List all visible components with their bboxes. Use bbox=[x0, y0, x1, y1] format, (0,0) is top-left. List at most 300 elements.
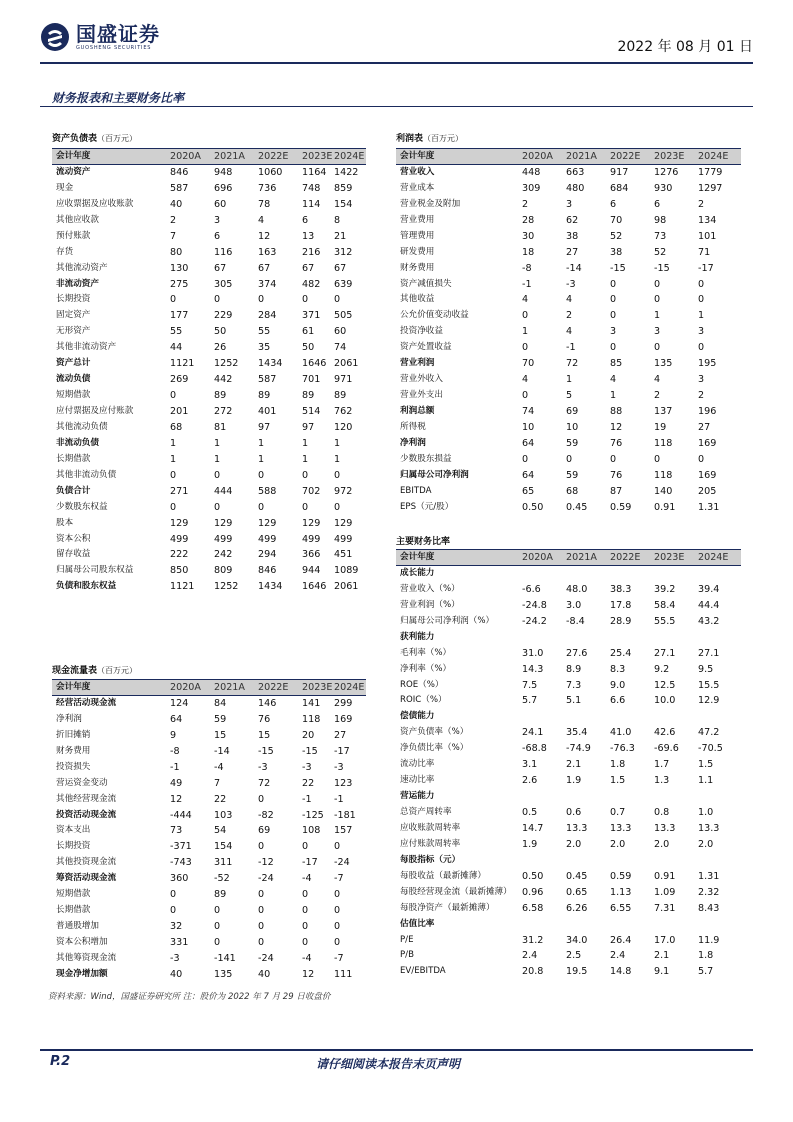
value-cell: 846 bbox=[258, 565, 277, 577]
value-cell bbox=[610, 852, 654, 868]
value-cell: 1.7 bbox=[654, 759, 670, 771]
value-cell: 2.0 bbox=[610, 838, 626, 850]
header-year-cell: 2021A bbox=[214, 680, 258, 696]
value-cell: 129 bbox=[214, 517, 233, 529]
header-year-cell: 2023E bbox=[302, 680, 334, 696]
table-row bbox=[396, 451, 741, 467]
header-year-cell: 2024E bbox=[698, 550, 741, 566]
row-label: 每股指标（元） bbox=[400, 854, 461, 865]
ratios-table bbox=[396, 549, 741, 980]
value-cell bbox=[566, 566, 610, 582]
value-cell: 0 bbox=[334, 841, 341, 853]
row-label: 归属母公司净利润 bbox=[400, 469, 469, 480]
value-cell: 0.91 bbox=[654, 870, 676, 882]
value-cell: 0 bbox=[610, 278, 617, 290]
value-cell: 32 bbox=[170, 921, 183, 933]
value-cell: 2061 bbox=[334, 358, 359, 370]
table-row bbox=[52, 324, 366, 340]
row-label: EV/EBITDA bbox=[400, 966, 446, 977]
row-label: 应收票据及应收账款 bbox=[56, 198, 134, 209]
value-cell: 480 bbox=[566, 182, 585, 194]
value-cell: 31.2 bbox=[522, 934, 544, 946]
value-cell: 2 bbox=[698, 390, 705, 402]
table-row bbox=[396, 324, 741, 340]
table-row bbox=[52, 839, 366, 855]
value-cell: 17.8 bbox=[610, 599, 632, 611]
value-cell: 35.4 bbox=[566, 727, 588, 739]
value-cell: 299 bbox=[334, 698, 353, 710]
value-cell: 101 bbox=[698, 230, 717, 242]
value-cell: 97 bbox=[302, 421, 315, 433]
row-label: P/B bbox=[400, 950, 414, 961]
value-cell: 1.8 bbox=[610, 759, 626, 771]
value-cell: 639 bbox=[334, 278, 353, 290]
value-cell: 442 bbox=[214, 374, 233, 386]
value-cell: 15.5 bbox=[698, 679, 720, 691]
row-label: 营业成本 bbox=[400, 182, 435, 193]
value-cell bbox=[566, 852, 610, 868]
table-row bbox=[52, 499, 366, 515]
value-cell: 1252 bbox=[214, 358, 239, 370]
value-cell: 13.3 bbox=[654, 822, 676, 834]
value-cell bbox=[522, 852, 566, 868]
value-cell: 70 bbox=[610, 214, 623, 226]
value-cell: 124 bbox=[170, 698, 189, 710]
value-cell: 26 bbox=[214, 342, 227, 354]
value-cell: 6.6 bbox=[610, 695, 626, 707]
value-cell: 60 bbox=[214, 198, 227, 210]
value-cell: 3.0 bbox=[566, 599, 582, 611]
value-cell: 73 bbox=[654, 230, 667, 242]
value-cell: 118 bbox=[302, 713, 321, 725]
value-cell: 1434 bbox=[258, 358, 283, 370]
value-cell bbox=[698, 916, 741, 932]
row-label: 所得税 bbox=[400, 421, 426, 432]
page-header bbox=[40, 22, 753, 64]
value-cell: 0.5 bbox=[522, 807, 538, 819]
value-cell: 4 bbox=[654, 374, 661, 386]
value-cell: 5.7 bbox=[522, 695, 538, 707]
row-label: 非流动负债 bbox=[56, 437, 99, 448]
value-cell: 19 bbox=[654, 421, 667, 433]
value-cell: 0 bbox=[610, 342, 617, 354]
value-cell: -17 bbox=[334, 745, 350, 757]
value-cell: 74 bbox=[522, 406, 535, 418]
table-row bbox=[396, 180, 741, 196]
row-label: 营业外收入 bbox=[400, 374, 443, 385]
value-cell bbox=[610, 916, 654, 932]
value-cell: 1.5 bbox=[698, 759, 714, 771]
row-label: 股本 bbox=[56, 517, 74, 528]
value-cell: 163 bbox=[258, 246, 277, 258]
value-cell: 3 bbox=[698, 374, 705, 386]
value-cell: 702 bbox=[302, 485, 321, 497]
value-cell bbox=[698, 709, 741, 725]
table-row bbox=[52, 855, 366, 871]
value-cell: 177 bbox=[170, 310, 189, 322]
row-label: 应付账款周转率 bbox=[400, 838, 461, 849]
row-label: 毛利率（%） bbox=[400, 647, 452, 658]
value-cell: 5.1 bbox=[566, 695, 582, 707]
value-cell: 76 bbox=[258, 713, 271, 725]
table-row bbox=[396, 693, 741, 709]
value-cell: 1 bbox=[258, 437, 265, 449]
value-cell: 0 bbox=[698, 294, 705, 306]
header-label-cell: 会计年度 bbox=[52, 680, 170, 696]
row-label: 流动比率 bbox=[400, 759, 435, 770]
value-cell: -141 bbox=[214, 952, 236, 964]
value-cell: 444 bbox=[214, 485, 233, 497]
value-cell: -15 bbox=[302, 745, 318, 757]
value-cell: 0 bbox=[654, 342, 661, 354]
value-cell: 971 bbox=[334, 374, 353, 386]
value-cell: 0 bbox=[334, 889, 341, 901]
table-row bbox=[396, 420, 741, 436]
row-label: 获利能力 bbox=[400, 631, 435, 642]
row-label: 资本公积增加 bbox=[56, 937, 108, 948]
value-cell: 21 bbox=[334, 230, 347, 242]
value-cell: 8.3 bbox=[610, 663, 626, 675]
row-label: 无形资产 bbox=[56, 326, 91, 337]
value-cell: -1 bbox=[566, 342, 576, 354]
value-cell: -1 bbox=[522, 278, 532, 290]
value-cell: 134 bbox=[698, 214, 717, 226]
value-cell: -24 bbox=[258, 952, 274, 964]
value-cell: 54 bbox=[214, 825, 227, 837]
table-row bbox=[52, 791, 366, 807]
row-label: 其他投资现金流 bbox=[56, 857, 117, 868]
value-cell: 65 bbox=[522, 485, 535, 497]
table-row bbox=[52, 951, 366, 967]
value-cell: 17.0 bbox=[654, 934, 676, 946]
value-cell: 9 bbox=[170, 729, 177, 741]
header-year-cell: 2021A bbox=[566, 550, 610, 566]
value-cell: 0 bbox=[302, 921, 309, 933]
value-cell: 216 bbox=[302, 246, 321, 258]
value-cell: 118 bbox=[654, 437, 673, 449]
value-cell: -125 bbox=[302, 809, 324, 821]
value-cell: 87 bbox=[610, 485, 623, 497]
value-cell: 27 bbox=[698, 421, 711, 433]
value-cell: 4 bbox=[610, 374, 617, 386]
table-row bbox=[396, 196, 741, 212]
value-cell: 360 bbox=[170, 873, 189, 885]
value-cell: 587 bbox=[258, 374, 277, 386]
income-title bbox=[396, 131, 463, 144]
balance-title-text: 资产负债表 bbox=[52, 134, 98, 144]
value-cell: 14.7 bbox=[522, 822, 544, 834]
table-row bbox=[52, 903, 366, 919]
value-cell: -74.9 bbox=[566, 743, 591, 755]
value-cell: 135 bbox=[654, 358, 673, 370]
value-cell: 1 bbox=[302, 437, 309, 449]
value-cell: 55 bbox=[258, 326, 271, 338]
value-cell: 78 bbox=[258, 198, 271, 210]
value-cell: 98 bbox=[654, 214, 667, 226]
row-label: 管理费用 bbox=[400, 230, 435, 241]
row-label: 普通股增加 bbox=[56, 921, 99, 932]
table-row bbox=[52, 759, 366, 775]
header-year-cell: 2020A bbox=[170, 680, 214, 696]
value-cell: -444 bbox=[170, 809, 192, 821]
value-cell: 0 bbox=[214, 921, 221, 933]
value-cell: 38 bbox=[566, 230, 579, 242]
row-label: 其他收益 bbox=[400, 294, 435, 305]
value-cell: 3 bbox=[610, 326, 617, 338]
value-cell: 944 bbox=[302, 565, 321, 577]
value-cell: 2.0 bbox=[698, 838, 714, 850]
table-row bbox=[396, 292, 741, 308]
value-cell: 701 bbox=[302, 374, 321, 386]
income-unit: （百万元） bbox=[423, 134, 464, 143]
row-label: 其他流动负债 bbox=[56, 421, 108, 432]
table-header-row bbox=[396, 550, 741, 566]
section-title: 财务报表和主要财务比率 bbox=[52, 91, 185, 105]
value-cell: -82 bbox=[258, 809, 274, 821]
table-row bbox=[396, 499, 741, 515]
value-cell: 1060 bbox=[258, 167, 283, 179]
value-cell: 89 bbox=[302, 390, 315, 402]
table-row bbox=[396, 228, 741, 244]
row-label: 营业收入（%） bbox=[400, 583, 460, 594]
value-cell: 72 bbox=[258, 777, 271, 789]
table-header-row bbox=[52, 680, 366, 696]
value-cell: 0 bbox=[334, 501, 341, 513]
cashflow-unit: （百万元） bbox=[97, 666, 138, 675]
row-label: 其他筹资现金流 bbox=[56, 952, 117, 963]
balance-unit: （百万元） bbox=[97, 134, 138, 143]
value-cell: 6 bbox=[302, 214, 309, 226]
row-label: 资本公积 bbox=[56, 533, 91, 544]
row-label: 净利润 bbox=[56, 713, 82, 724]
table-row bbox=[52, 547, 366, 563]
table-row bbox=[52, 292, 366, 308]
table-row bbox=[396, 581, 741, 597]
value-cell bbox=[698, 566, 741, 582]
value-cell: 1089 bbox=[334, 565, 359, 577]
value-cell: 3 bbox=[214, 214, 221, 226]
value-cell: 120 bbox=[334, 421, 353, 433]
value-cell: 67 bbox=[334, 262, 347, 274]
value-cell: 696 bbox=[214, 182, 233, 194]
value-cell: 108 bbox=[302, 825, 321, 837]
value-cell: 748 bbox=[302, 182, 321, 194]
value-cell: 0 bbox=[258, 294, 265, 306]
value-cell: 169 bbox=[334, 713, 353, 725]
row-label: 其他非流动资产 bbox=[56, 342, 117, 353]
logo-en: GUOSHENG SECURITIES bbox=[76, 45, 152, 51]
header-divider bbox=[40, 62, 753, 64]
header-year-cell: 2024E bbox=[698, 149, 741, 165]
value-cell: 14.8 bbox=[610, 966, 632, 978]
value-cell: 25.4 bbox=[610, 647, 632, 659]
row-label: 每股收益（最新摊薄） bbox=[400, 870, 486, 881]
value-cell: 6 bbox=[654, 198, 661, 210]
table-row bbox=[52, 435, 366, 451]
value-cell bbox=[610, 629, 654, 645]
value-cell: 27.6 bbox=[566, 647, 588, 659]
table-row bbox=[52, 807, 366, 823]
value-cell: 930 bbox=[654, 182, 673, 194]
value-cell: 15 bbox=[258, 729, 271, 741]
value-cell: 242 bbox=[214, 549, 233, 561]
value-cell: -70.5 bbox=[698, 743, 723, 755]
row-label: 经营活动现金流 bbox=[56, 698, 117, 709]
value-cell: -181 bbox=[334, 809, 356, 821]
value-cell: 8.43 bbox=[698, 902, 720, 914]
value-cell: -371 bbox=[170, 841, 192, 853]
row-label: 归属母公司净利润（%） bbox=[400, 615, 495, 626]
value-cell: 68 bbox=[170, 421, 183, 433]
value-cell: 2 bbox=[566, 310, 573, 322]
header-year-cell: 2021A bbox=[566, 149, 610, 165]
table-row bbox=[396, 212, 741, 228]
value-cell: 0.59 bbox=[610, 870, 632, 882]
value-cell: 73 bbox=[170, 825, 183, 837]
value-cell: 3 bbox=[698, 326, 705, 338]
row-label: 短期借款 bbox=[56, 390, 91, 401]
footer-disclaimer: 请仔细阅读本报告末页声明 bbox=[316, 1057, 461, 1071]
value-cell: 7.5 bbox=[522, 679, 538, 691]
table-row bbox=[396, 725, 741, 741]
table-row bbox=[396, 597, 741, 613]
table-row bbox=[52, 467, 366, 483]
table-row bbox=[52, 212, 366, 228]
row-label: 预付账款 bbox=[56, 230, 91, 241]
value-cell: 20.8 bbox=[522, 966, 544, 978]
header-year-cell: 2020A bbox=[170, 149, 214, 165]
row-label: 折旧摊销 bbox=[56, 729, 91, 740]
value-cell: -743 bbox=[170, 857, 192, 869]
value-cell: 0 bbox=[698, 278, 705, 290]
value-cell: 0 bbox=[170, 889, 177, 901]
value-cell bbox=[698, 852, 741, 868]
table-row bbox=[396, 789, 741, 805]
value-cell: 11.9 bbox=[698, 934, 720, 946]
value-cell: 0 bbox=[302, 889, 309, 901]
value-cell: 2.4 bbox=[522, 950, 538, 962]
value-cell: 2 bbox=[654, 390, 661, 402]
value-cell: 0 bbox=[302, 937, 309, 949]
value-cell: 0 bbox=[214, 937, 221, 949]
table-row bbox=[396, 244, 741, 260]
value-cell: 3 bbox=[654, 326, 661, 338]
value-cell: 89 bbox=[214, 889, 227, 901]
value-cell: 0.45 bbox=[566, 501, 588, 513]
value-cell: 4 bbox=[522, 374, 529, 386]
value-cell: 129 bbox=[334, 517, 353, 529]
value-cell: 70 bbox=[522, 358, 535, 370]
row-label: 资产减值损失 bbox=[400, 278, 452, 289]
table-row bbox=[396, 852, 741, 868]
table-row bbox=[396, 388, 741, 404]
row-label: 流动负债 bbox=[56, 374, 91, 385]
value-cell: 1 bbox=[654, 310, 661, 322]
value-cell: 68 bbox=[566, 485, 579, 497]
table-row bbox=[52, 404, 366, 420]
value-cell: 499 bbox=[170, 533, 189, 545]
row-label: 净利润 bbox=[400, 437, 426, 448]
value-cell: 1 bbox=[258, 453, 265, 465]
value-cell: 0.96 bbox=[522, 886, 544, 898]
value-cell: 6.58 bbox=[522, 902, 544, 914]
value-cell: 12 bbox=[302, 968, 315, 980]
value-cell: 123 bbox=[334, 777, 353, 789]
value-cell: -6.6 bbox=[522, 583, 541, 595]
table-row bbox=[52, 871, 366, 887]
value-cell: 1779 bbox=[698, 167, 723, 179]
value-cell: 24.1 bbox=[522, 727, 544, 739]
row-label: 营运资金变动 bbox=[56, 777, 108, 788]
value-cell: 22 bbox=[302, 777, 315, 789]
value-cell: -3 bbox=[566, 278, 576, 290]
value-cell: -68.8 bbox=[522, 743, 547, 755]
row-label: 偿债能力 bbox=[400, 711, 435, 722]
value-cell: -15 bbox=[654, 262, 670, 274]
value-cell: 972 bbox=[334, 485, 353, 497]
value-cell: 7 bbox=[170, 230, 177, 242]
value-cell: 169 bbox=[698, 469, 717, 481]
value-cell: -14 bbox=[566, 262, 582, 274]
value-cell: 14.3 bbox=[522, 663, 544, 675]
value-cell: 0 bbox=[258, 889, 265, 901]
value-cell: -4 bbox=[302, 873, 312, 885]
row-label: 营运能力 bbox=[400, 791, 435, 802]
value-cell: 34.0 bbox=[566, 934, 588, 946]
income-title-text: 利润表 bbox=[396, 134, 424, 144]
value-cell: 38.3 bbox=[610, 583, 632, 595]
table-row bbox=[396, 340, 741, 356]
value-cell: -15 bbox=[610, 262, 626, 274]
table-row bbox=[52, 388, 366, 404]
value-cell: 2 bbox=[170, 214, 177, 226]
value-cell: 0.8 bbox=[654, 807, 670, 819]
row-label: 其他经营现金流 bbox=[56, 793, 117, 804]
cashflow-title-text: 现金流量表 bbox=[52, 666, 98, 676]
value-cell: 67 bbox=[214, 262, 227, 274]
value-cell: 272 bbox=[214, 406, 233, 418]
row-label: 投资净收益 bbox=[400, 326, 443, 337]
table-row bbox=[396, 932, 741, 948]
value-cell: 917 bbox=[610, 167, 629, 179]
row-label: 固定资产 bbox=[56, 310, 91, 321]
row-label: 研发费用 bbox=[400, 246, 435, 257]
value-cell: 0 bbox=[258, 937, 265, 949]
header-year-cell: 2022E bbox=[258, 149, 302, 165]
value-cell: -4 bbox=[214, 761, 224, 773]
value-cell: 229 bbox=[214, 310, 233, 322]
row-label: 应付票据及应付账款 bbox=[56, 406, 134, 417]
value-cell: 3 bbox=[566, 198, 573, 210]
value-cell: 8.9 bbox=[566, 663, 582, 675]
value-cell: 44.4 bbox=[698, 599, 720, 611]
table-row bbox=[52, 483, 366, 499]
value-cell: 40 bbox=[170, 198, 183, 210]
value-cell: 1252 bbox=[214, 581, 239, 593]
value-cell bbox=[654, 852, 698, 868]
header-label-cell: 会计年度 bbox=[396, 149, 522, 165]
row-label: 速动比率 bbox=[400, 775, 435, 786]
value-cell: 10 bbox=[522, 421, 535, 433]
value-cell: 1 bbox=[302, 453, 309, 465]
value-cell: 0 bbox=[258, 841, 265, 853]
value-cell: 305 bbox=[214, 278, 233, 290]
row-label: 成长能力 bbox=[400, 568, 435, 579]
value-cell: 64 bbox=[522, 469, 535, 481]
value-cell: 366 bbox=[302, 549, 321, 561]
value-cell: 2.5 bbox=[566, 950, 582, 962]
value-cell: 2.1 bbox=[654, 950, 670, 962]
